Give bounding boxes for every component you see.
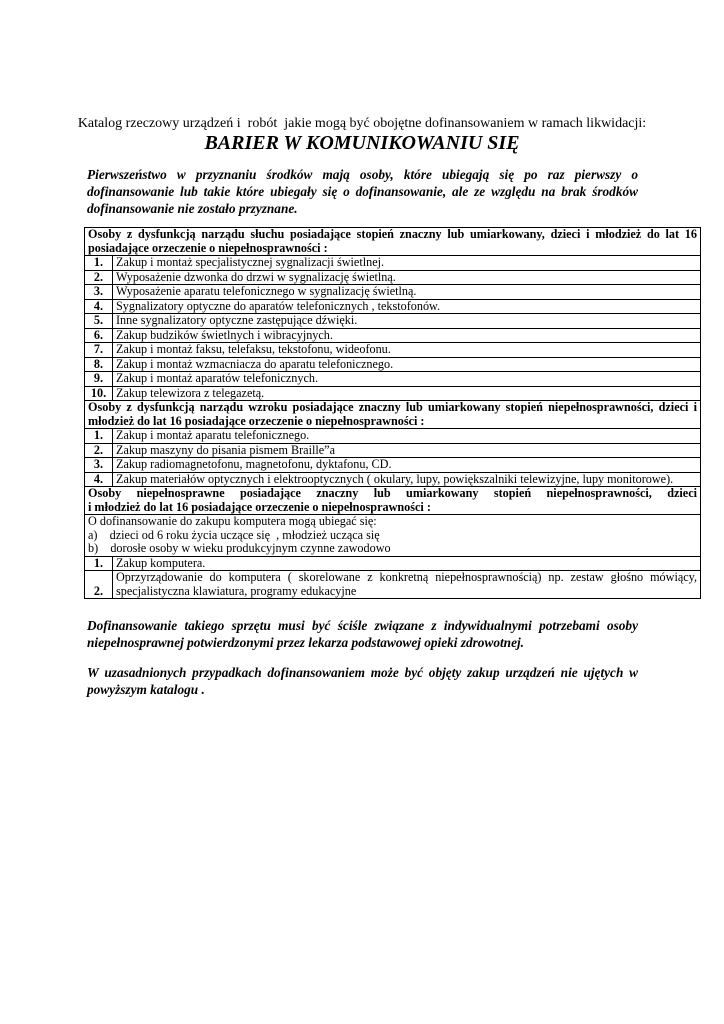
row-number: 4. bbox=[85, 299, 113, 314]
row-text: Sygnalizatory optyczne do aparatów telefonicznych , tekstofonów. bbox=[113, 299, 701, 314]
eligibility-row bbox=[85, 515, 701, 557]
row-number: 6. bbox=[85, 328, 113, 343]
document-subtitle: Katalog rzeczowy urządzeń i robót jakie mogą być obojętne dofinansowaniem w ramach likwidacji: bbox=[77, 116, 647, 131]
row-text: Oprzyrządowanie do komputera ( skorelowane z konkretną niepełnosprawnością) np. zestaw głośno mówiący, specjalistyczna klawiatura, programy edukacyjne bbox=[113, 571, 701, 599]
table-row bbox=[85, 314, 701, 329]
row-text: Wyposażenie dzwonka do drzwi w sygnalizację świetlną. bbox=[113, 270, 701, 285]
row-number: 4. bbox=[85, 472, 113, 487]
row-number: 5. bbox=[85, 314, 113, 329]
row-text: Zakup i montaż faksu, telefaksu, tekstofonu, wideofonu. bbox=[113, 343, 701, 358]
row-text: Zakup telewizora z telegazetą. bbox=[113, 386, 701, 401]
table-row bbox=[85, 270, 701, 285]
eligibility-item-b: b) dorosłe osoby w wieku produkcyjnym czynne zawodowo bbox=[88, 541, 391, 555]
section-general-header-line-2: i młodzież do lat 16 posiadające orzeczenie o niepełnosprawności : bbox=[88, 499, 431, 514]
row-text: Zakup radiomagnetofonu, magnetofonu, dyktafonu, CD. bbox=[113, 458, 701, 473]
row-number: 1. bbox=[85, 256, 113, 271]
table-row bbox=[85, 386, 701, 401]
eligibility-intro: O dofinansowanie do zakupu komputera mogą ubiegać się: bbox=[88, 514, 377, 528]
row-number: 2. bbox=[85, 270, 113, 285]
table-row bbox=[85, 571, 701, 599]
row-number: 7. bbox=[85, 343, 113, 358]
table-row bbox=[85, 429, 701, 444]
row-text: Zakup i montaż wzmacniacza do aparatu telefonicznego. bbox=[113, 357, 701, 372]
row-text: Wyposażenie aparatu telefonicznego w sygnalizację świetlną. bbox=[113, 285, 701, 300]
table-row bbox=[85, 472, 701, 487]
row-number: 8. bbox=[85, 357, 113, 372]
row-text: Zakup i montaż aparatu telefonicznego. bbox=[113, 429, 701, 444]
section-header-row bbox=[85, 401, 701, 429]
table-row bbox=[85, 443, 701, 458]
document-title: BARIER W KOMUNIKOWANIU SIĘ bbox=[204, 132, 520, 154]
table-row bbox=[85, 285, 701, 300]
table-row bbox=[85, 372, 701, 387]
section-hearing-header: Osoby z dysfunkcją narządu słuchu posiadające stopień znaczny lub umiarkowany, dzieci i młodzież do lat 16 posiadające orzeczenie o niepełnosprawności : bbox=[85, 228, 701, 256]
catalog-table bbox=[84, 227, 701, 599]
exception-note: W uzasadnionych przypadkach dofinansowaniem może być objęty zakup urządzeń nie ujętych w powyższym katalogu . bbox=[87, 665, 638, 697]
eligibility-info bbox=[85, 515, 701, 557]
row-number: 9. bbox=[85, 372, 113, 387]
table-row bbox=[85, 328, 701, 343]
table-row bbox=[85, 299, 701, 314]
table-row bbox=[85, 556, 701, 571]
table-row bbox=[85, 357, 701, 372]
section-vision-header: Osoby z dysfunkcją narządu wzroku posiadające znaczny lub umiarkowany stopień niepełnosprawności, dzieci i młodzież do lat 16 posiadające orzeczenie o niepełnosprawności : bbox=[85, 401, 701, 429]
row-text: Zakup komputera. bbox=[113, 556, 701, 571]
table-row bbox=[85, 343, 701, 358]
row-number: 2. bbox=[85, 571, 113, 599]
row-number: 2. bbox=[85, 443, 113, 458]
row-text: Zakup i montaż aparatów telefonicznych. bbox=[113, 372, 701, 387]
table-row bbox=[85, 458, 701, 473]
eligibility-item-a: a) dzieci od 6 roku życia uczące się , młodzież ucząca się bbox=[88, 527, 380, 542]
row-number: 1. bbox=[85, 556, 113, 571]
row-text: Zakup i montaż specjalistycznej sygnalizacji świetlnej. bbox=[113, 256, 701, 271]
table-row bbox=[85, 256, 701, 271]
section-header-row bbox=[85, 228, 701, 256]
row-text: Zakup budzików świetlnych i wibracyjnych. bbox=[113, 328, 701, 343]
row-number: 10. bbox=[85, 386, 113, 401]
row-number: 1. bbox=[85, 429, 113, 444]
row-number: 3. bbox=[85, 458, 113, 473]
eligibility-note: Dofinansowanie takiego sprzętu musi być ściśle związane z indywidualnymi potrzebami osoby niepełnosprawnej potwierdzonymi przez lekarza podstawowej opieki zdrowotnej. bbox=[87, 618, 638, 650]
row-text: Zakup maszyny do pisania pismem Braille”a bbox=[113, 443, 701, 458]
row-number: 3. bbox=[85, 285, 113, 300]
row-text: Zakup materiałów optycznych i elektrooptycznych ( okulary, lupy, powiększalniki telewizyjne, lupy monitorowe). bbox=[113, 472, 701, 487]
priority-paragraph: Pierwszeństwo w przyznaniu środków mają osoby, które ubiegają się po raz pierwszy o dofinansowanie lub takie które ubiegały się o dofinansowanie, ale ze względu na brak środków dofinansowanie nie zostało przyznane. bbox=[87, 167, 638, 216]
section-general-header-line-1: Osoby niepełnosprawne posiadające znaczny lub umiarkowany stopień niepełnosprawności, dzieci bbox=[88, 486, 697, 500]
section-general-header bbox=[85, 487, 701, 515]
row-text: Inne sygnalizatory optyczne zastępujące dźwięki. bbox=[113, 314, 701, 329]
section-header-row bbox=[85, 487, 701, 515]
